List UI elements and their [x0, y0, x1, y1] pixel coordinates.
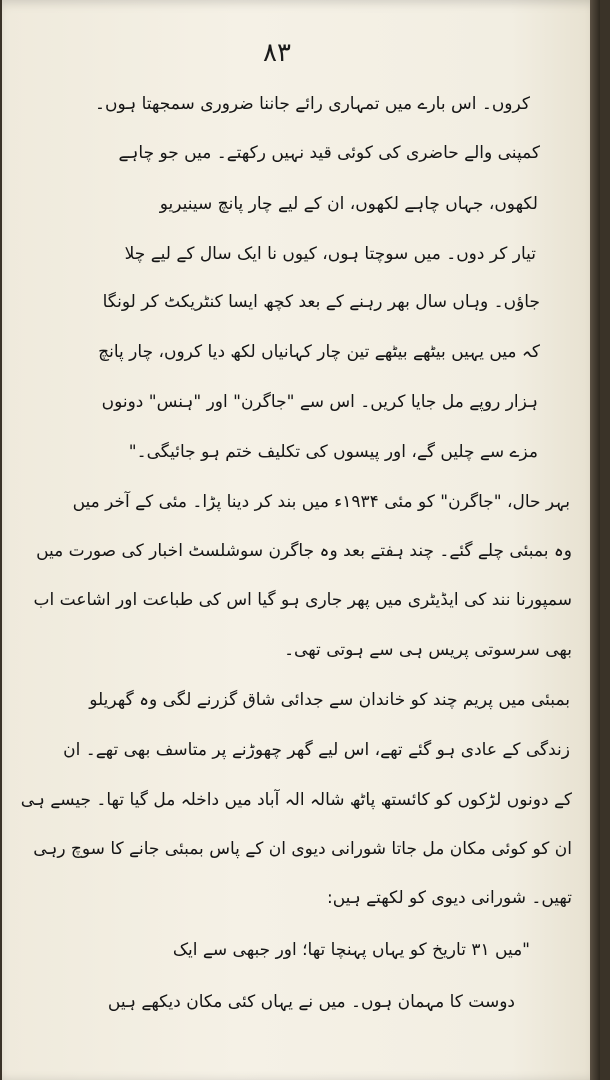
- text-line: کمپنی والے حاضری کی کوئی قید نہیں رکھتے۔ میں جو چاہے: [118, 143, 540, 163]
- quoted-letter-line: دوست کا مہمان ہوں۔ میں نے یہاں کئی مکان دیکھے ہیں: [107, 992, 515, 1012]
- quoted-letter-line: "میں ۳۱ تاریخ کو یہاں پہنچا تھا؛ اور جبھی سے ایک: [172, 940, 530, 960]
- text-line: تھیں۔ شورانی دیوی کو لکھتے ہیں:: [327, 888, 572, 908]
- text-line: بمبئی میں پریم چند کو خاندان سے جدائی شاق گزرنے لگی وہ گھریلو: [89, 690, 570, 710]
- text-line: جاؤں۔ وہاں سال بھر رہنے کے بعد کچھ ایسا کنٹریکٹ کر لونگا: [102, 292, 540, 312]
- text-line: کہ میں یہیں بیٹھے بیٹھے تین چار کہانیاں لکھ دیا کروں، چار پانچ: [98, 342, 540, 362]
- page-edge: [590, 0, 600, 1080]
- text-line: مزے سے چلیں گے، اور پیسوں کی تکلیف ختم ہو جائیگی۔": [128, 442, 538, 462]
- book-page: [2, 0, 600, 1080]
- page-number: ۸۳: [263, 38, 291, 68]
- text-line: لکھوں، جہاں چاہے لکھوں، ان کے لیے چار پانچ سینیریو: [159, 194, 538, 214]
- text-line: بھی سرسوتی پریس ہی سے ہوتی تھی۔: [284, 640, 572, 660]
- text-line: تیار کر دوں۔ میں سوچتا ہوں، کیوں نا ایک سال کے لیے چلا: [124, 244, 536, 264]
- text-line: بہر حال، "جاگرن" کو مئی ۱۹۳۴ء میں بند کر دینا پڑا۔ مئی کے آخر میں: [72, 492, 570, 512]
- text-line: وہ بمبئی چلے گئے۔ چند ہفتے بعد وہ جاگرن سوشلسٹ اخبار کی صورت میں: [36, 541, 572, 561]
- text-line: زندگی کے عادی ہو گئے تھے، اس لیے گھر چھوڑنے پر متاسف بھی تھے۔ ان: [63, 740, 570, 760]
- text-line: ہزار روپے مل جایا کریں۔ اس سے "جاگرن" اور "ہنس" دونوں: [101, 392, 538, 412]
- text-line: کے دونوں لڑکوں کو کائستھ پاٹھ شالہ الہ آباد میں داخلہ مل گیا تھا۔ جیسے ہی: [20, 790, 572, 810]
- text-line: سمپورنا نند کی ایڈیٹری میں پھر جاری ہو گیا اس کی طباعت اور اشاعت اب: [33, 590, 572, 610]
- text-line: ان کو کوئی مکان مل جاتا شورانی دیوی ان کے پاس بمبئی جانے کا سوچ رہی: [33, 839, 572, 859]
- text-line: کروں۔ اس بارے میں تمہاری رائے جاننا ضروری سمجھتا ہوں۔: [95, 94, 530, 114]
